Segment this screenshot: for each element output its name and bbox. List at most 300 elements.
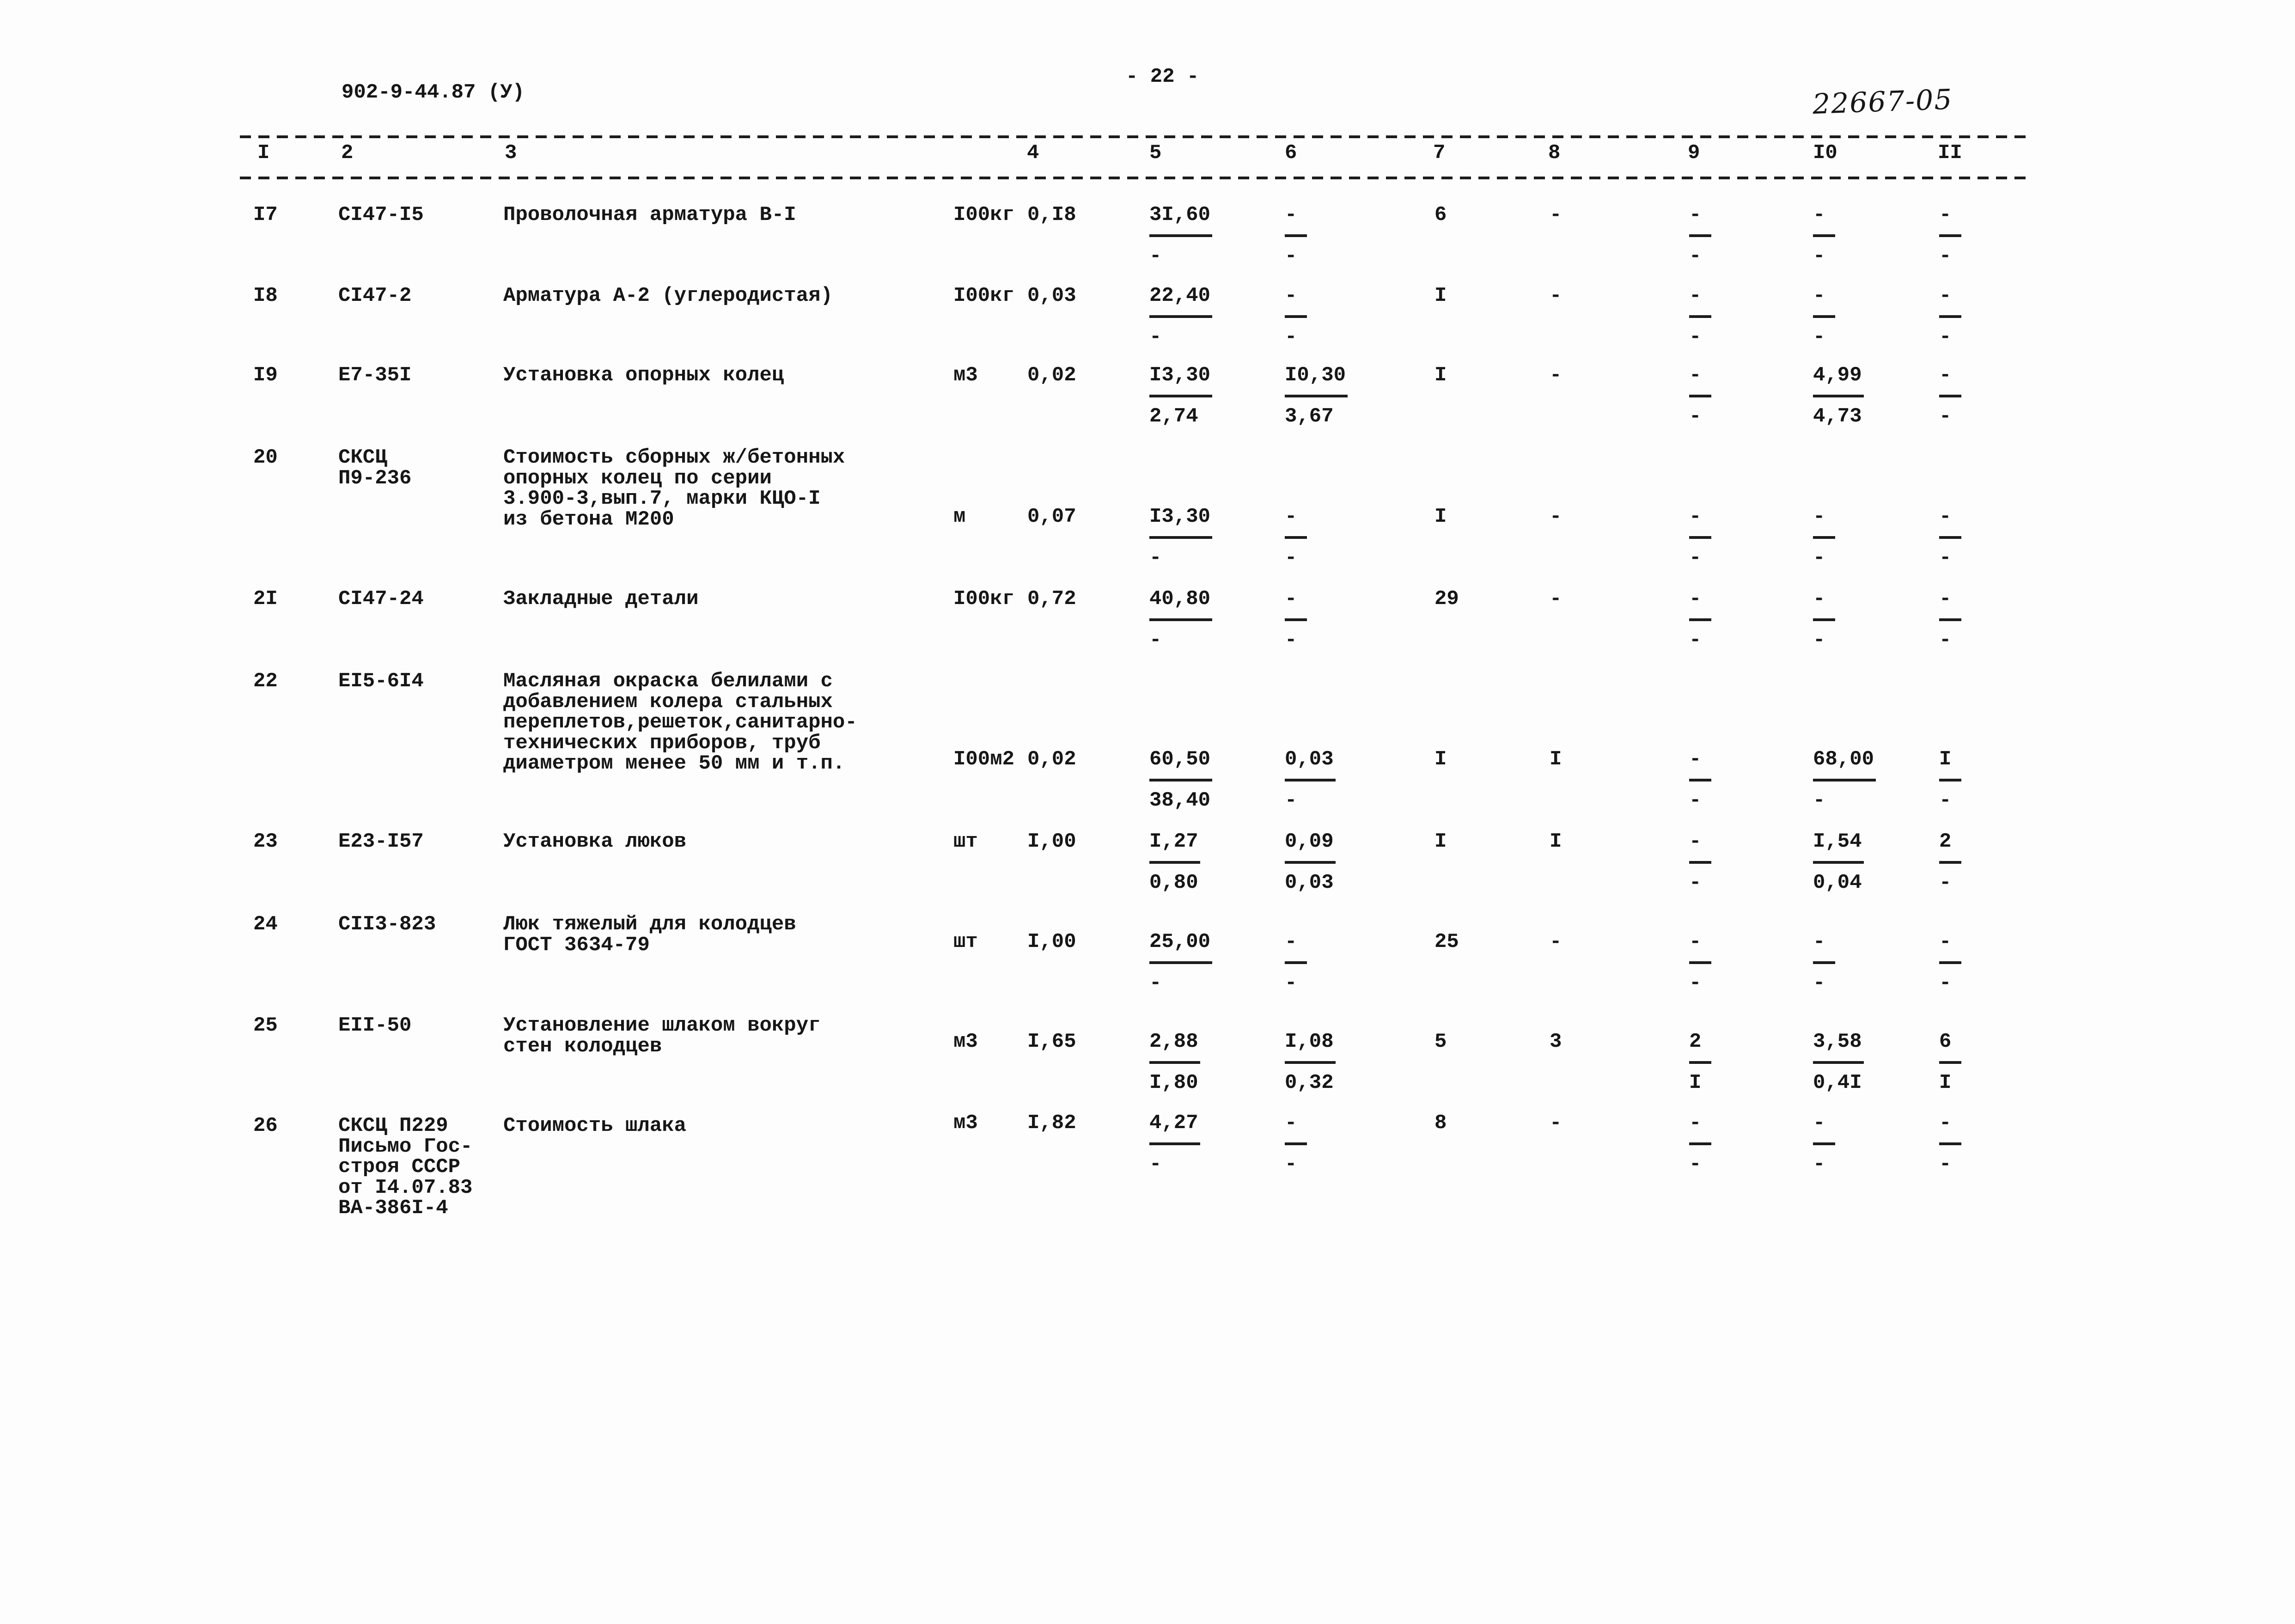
col-11-fraction: [1939, 1111, 1952, 1176]
unit-of-measure: м3: [953, 1111, 978, 1135]
fraction-bottom: -: [1689, 971, 1702, 995]
col-9-fraction: [1689, 587, 1702, 652]
fraction-rule: [1689, 961, 1711, 964]
fraction-top: -: [1689, 748, 1702, 771]
item-code-line: СI47-24: [338, 587, 424, 611]
item-code: [338, 205, 424, 226]
fraction-top: 2,88: [1149, 1030, 1198, 1053]
item-code: [338, 447, 411, 488]
table-row: [0, 589, 2295, 651]
item-description: [503, 447, 845, 530]
item-code-line: СII3-823: [338, 913, 436, 936]
fraction-top: -: [1689, 587, 1702, 611]
col-11-fraction: [1939, 284, 1952, 348]
column-header-8: 8: [1548, 141, 1561, 165]
unit-of-measure: м: [953, 505, 966, 528]
fraction-bottom: 0,80: [1149, 871, 1198, 894]
col-7-value: 29: [1434, 587, 1459, 611]
description-line: диаметром менее 50 мм и т.п.: [503, 752, 845, 775]
description-line: Стоимость шлака: [503, 1114, 687, 1137]
col-7-value: I: [1434, 364, 1447, 387]
fraction-top: I,27: [1149, 830, 1198, 853]
description-line: из бетона М200: [503, 507, 674, 531]
fraction-top: -: [1939, 284, 1952, 307]
item-code: [338, 589, 424, 610]
description-line: Проволочная арматура В-I: [503, 203, 796, 226]
col-7-value: 25: [1434, 930, 1459, 953]
row-number: 23: [253, 830, 278, 853]
fraction-bottom: -: [1689, 629, 1702, 652]
col-8-value: -: [1550, 203, 1562, 226]
unit-of-measure: шт: [953, 830, 978, 853]
fraction-top: 3I,60: [1149, 203, 1211, 226]
fraction-rule: [1939, 234, 1961, 237]
fraction-bottom: -: [1939, 405, 1952, 428]
col-9-fraction: [1689, 1030, 1702, 1094]
item-code-line: Е23-I57: [338, 830, 424, 853]
unit-of-measure: шт: [953, 930, 978, 953]
fraction-bottom: -: [1939, 871, 1952, 894]
fraction-rule: [1149, 234, 1212, 237]
fraction-bottom: -: [1939, 971, 1952, 995]
col-9-fraction: [1689, 830, 1702, 894]
fraction-rule: [1939, 536, 1961, 539]
item-code-line: Письмо Гос-: [338, 1135, 473, 1158]
fraction-top: -: [1689, 203, 1702, 226]
fraction-bottom: -: [1939, 1153, 1952, 1176]
item-code-line: ЕII-50: [338, 1014, 412, 1037]
col-9-fraction: [1689, 505, 1702, 569]
col-9-fraction: [1689, 930, 1702, 995]
fraction-top: I,54: [1813, 830, 1862, 853]
fraction-bottom: -: [1285, 244, 1297, 268]
description-line: Установка люков: [503, 830, 687, 853]
col-7-value: 8: [1434, 1111, 1447, 1135]
fraction-bottom: -: [1689, 244, 1702, 268]
fraction-rule: [1149, 618, 1212, 621]
fraction-top: -: [1285, 587, 1297, 611]
fraction-rule: [1285, 779, 1336, 781]
fraction-rule: [1939, 1061, 1961, 1064]
fraction-rule: [1689, 234, 1711, 237]
item-code-line: СКСЦ: [338, 446, 387, 469]
col-5-fraction: [1149, 748, 1211, 812]
fraction-bottom: -: [1689, 405, 1702, 428]
col-11-fraction: [1939, 505, 1952, 569]
item-code-line: от I4.07.83: [338, 1176, 473, 1199]
fraction-top: 0,09: [1285, 830, 1334, 853]
fraction-rule: [1149, 315, 1212, 318]
fraction-top: -: [1939, 364, 1952, 387]
fraction-bottom: -: [1149, 325, 1162, 348]
fraction-bottom: -: [1689, 1153, 1702, 1176]
col-5-fraction: [1149, 930, 1211, 995]
fraction-top: 25,00: [1149, 930, 1211, 953]
document-code: 902-9-44.87 (У): [342, 81, 525, 104]
fraction-bottom: -: [1813, 244, 1825, 268]
item-code: [338, 671, 424, 692]
fraction-top: 60,50: [1149, 748, 1211, 771]
fraction-bottom: I: [1689, 1071, 1702, 1094]
fraction-bottom: 0,4I: [1813, 1071, 1862, 1094]
item-code-line: СI47-2: [338, 284, 412, 307]
fraction-top: I0,30: [1285, 364, 1346, 387]
table-row: [0, 205, 2295, 267]
fraction-rule: [1813, 1142, 1835, 1145]
fraction-bottom: -: [1939, 546, 1952, 569]
table-row: [0, 914, 2295, 994]
column-header-3: 3: [505, 141, 517, 165]
item-code-line: Е7-35I: [338, 364, 412, 387]
fraction-bottom: -: [1285, 629, 1297, 652]
fraction-bottom: -: [1813, 971, 1825, 995]
row-number: 25: [253, 1014, 278, 1037]
item-code: [338, 1015, 411, 1036]
quantity: 0,02: [1027, 748, 1076, 771]
fraction-rule: [1813, 315, 1835, 318]
table-row: [0, 286, 2295, 348]
row-number: I7: [253, 203, 278, 226]
fraction-top: I3,30: [1149, 505, 1211, 528]
col-11-fraction: [1939, 364, 1952, 428]
fraction-top: -: [1285, 505, 1297, 528]
item-code: [338, 1116, 472, 1219]
fraction-top: -: [1689, 505, 1702, 528]
fraction-rule: [1813, 961, 1835, 964]
description-line: технических приборов, труб: [503, 731, 821, 755]
fraction-top: 68,00: [1813, 748, 1874, 771]
fraction-top: -: [1939, 930, 1952, 953]
description-line: Закладные детали: [503, 587, 699, 611]
fraction-bottom: -: [1939, 325, 1952, 348]
fraction-rule: [1149, 1142, 1200, 1145]
table-row: [0, 831, 2295, 893]
unit-of-measure: м3: [953, 364, 978, 387]
fraction-rule: [1689, 315, 1711, 318]
fraction-top: 2: [1939, 830, 1952, 853]
col-9-fraction: [1689, 364, 1702, 428]
item-description: [503, 1015, 821, 1056]
description-line: Установление шлаком вокруг: [503, 1014, 821, 1037]
column-header-5: 5: [1149, 141, 1162, 165]
fraction-top: I3,30: [1149, 364, 1211, 387]
fraction-top: -: [1285, 284, 1297, 307]
col-8-value: -: [1550, 587, 1562, 611]
fraction-top: -: [1689, 364, 1702, 387]
col-5-fraction: [1149, 830, 1198, 894]
fraction-top: -: [1285, 930, 1297, 953]
column-header-6: 6: [1285, 141, 1297, 165]
quantity: I,00: [1027, 830, 1076, 853]
item-description: [503, 589, 698, 610]
fraction-top: -: [1813, 1111, 1825, 1135]
fraction-bottom: -: [1813, 789, 1825, 812]
fraction-top: -: [1939, 203, 1952, 226]
fraction-top: -: [1689, 830, 1702, 853]
fraction-bottom: -: [1149, 244, 1162, 268]
fraction-rule: [1285, 234, 1307, 237]
fraction-rule: [1285, 315, 1307, 318]
fraction-rule: [1813, 395, 1864, 397]
table-row: [0, 447, 2295, 568]
col-8-value: -: [1550, 1111, 1562, 1135]
quantity: 0,02: [1027, 364, 1076, 387]
item-code: [338, 831, 424, 852]
fraction-rule: [1149, 779, 1212, 781]
quantity: I,65: [1027, 1030, 1076, 1053]
quantity: 0,I8: [1027, 203, 1076, 226]
item-code-line: строя СССР: [338, 1155, 461, 1178]
fraction-bottom: 3,67: [1285, 405, 1334, 428]
col-5-fraction: [1149, 505, 1211, 569]
fraction-rule: [1939, 779, 1961, 781]
col-7-value: I: [1434, 830, 1447, 853]
fraction-rule: [1285, 536, 1307, 539]
col-8-value: -: [1550, 284, 1562, 307]
description-line: Люк тяжелый для колодцев: [503, 913, 796, 936]
fraction-rule: [1285, 961, 1307, 964]
fraction-top: -: [1939, 587, 1952, 611]
fraction-rule: [1939, 618, 1961, 621]
col-8-value: -: [1550, 364, 1562, 387]
fraction-bottom: -: [1689, 546, 1702, 569]
column-header-4: 4: [1027, 141, 1039, 165]
fraction-bottom: -: [1285, 1153, 1297, 1176]
description-line: ГОСТ 3634-79: [503, 933, 650, 957]
column-header-2: 2: [341, 141, 354, 165]
fraction-top: -: [1939, 505, 1952, 528]
fraction-rule: [1939, 395, 1961, 397]
item-code-line: СI47-I5: [338, 203, 424, 226]
fraction-top: 3,58: [1813, 1030, 1862, 1053]
fraction-bottom: -: [1939, 244, 1952, 268]
fraction-top: -: [1939, 1111, 1952, 1135]
col-11-fraction: [1939, 1030, 1952, 1094]
item-description: [503, 671, 857, 774]
fraction-top: -: [1813, 505, 1825, 528]
column-header-9: 9: [1688, 141, 1700, 165]
description-line: добавлением колера стальных: [503, 690, 833, 714]
description-line: стен колодцев: [503, 1034, 662, 1058]
fraction-bottom: -: [1689, 789, 1702, 812]
col-8-value: I: [1550, 748, 1562, 771]
column-header-10: I0: [1813, 141, 1837, 165]
fraction-bottom: -: [1813, 629, 1825, 652]
fraction-bottom: -: [1149, 546, 1162, 569]
fraction-rule: [1939, 961, 1961, 964]
fraction-rule: [1285, 861, 1336, 864]
item-code: [338, 914, 436, 935]
fraction-top: 4,99: [1813, 364, 1862, 387]
quantity: 0,07: [1027, 505, 1076, 528]
column-header-11: II: [1938, 141, 1962, 165]
fraction-top: -: [1813, 284, 1825, 307]
col-11-fraction: [1939, 203, 1952, 268]
fraction-bottom: 0,32: [1285, 1071, 1334, 1094]
fraction-bottom: 2,74: [1149, 405, 1198, 428]
fraction-rule: [1813, 861, 1864, 864]
fraction-top: -: [1813, 587, 1825, 611]
fraction-rule: [1689, 395, 1711, 397]
row-number: 20: [253, 446, 278, 469]
fraction-top: -: [1689, 284, 1702, 307]
col-5-fraction: [1149, 1030, 1198, 1094]
fraction-rule: [1149, 961, 1212, 964]
fraction-top: 4,27: [1149, 1111, 1198, 1135]
fraction-rule: [1285, 1142, 1307, 1145]
col-9-fraction: [1689, 284, 1702, 348]
fraction-bottom: 0,03: [1285, 871, 1334, 894]
col-7-value: I: [1434, 284, 1447, 307]
fraction-rule: [1813, 1061, 1864, 1064]
fraction-rule: [1689, 861, 1711, 864]
row-number: 2I: [253, 587, 278, 611]
column-header-1: I: [257, 141, 270, 165]
fraction-top: 40,80: [1149, 587, 1211, 611]
col-11-fraction: [1939, 748, 1952, 812]
page-number: - 22 -: [1126, 65, 1199, 88]
fraction-rule: [1813, 536, 1835, 539]
fraction-rule: [1285, 1061, 1336, 1064]
col-7-value: I: [1434, 505, 1447, 528]
fraction-top: -: [1813, 930, 1825, 953]
fraction-rule: [1285, 618, 1307, 621]
item-code-line: ЕI5-6I4: [338, 670, 424, 693]
item-description: [503, 914, 796, 955]
item-description: [503, 205, 796, 226]
fraction-bottom: I: [1939, 1071, 1952, 1094]
fraction-bottom: -: [1149, 629, 1162, 652]
col-9-fraction: [1689, 203, 1702, 268]
col-7-value: I: [1434, 748, 1447, 771]
item-code-line: ВА-386I-4: [338, 1197, 448, 1220]
item-description: [503, 1116, 686, 1136]
fraction-rule: [1689, 1061, 1711, 1064]
description-line: Установка опорных колец: [503, 364, 784, 387]
fraction-rule: [1149, 861, 1200, 864]
fraction-rule: [1813, 779, 1876, 781]
fraction-bottom: -: [1939, 629, 1952, 652]
item-description: [503, 831, 686, 852]
col-9-fraction: [1689, 748, 1702, 812]
dashed-rule-top: [240, 135, 2027, 138]
col-11-fraction: [1939, 930, 1952, 995]
fraction-bottom: -: [1813, 1153, 1825, 1176]
col-5-fraction: [1149, 203, 1211, 268]
item-code: [338, 365, 411, 386]
col-5-fraction: [1149, 284, 1211, 348]
quantity: 0,03: [1027, 284, 1076, 307]
fraction-rule: [1939, 1142, 1961, 1145]
col-8-value: 3: [1550, 1030, 1562, 1053]
item-code: [338, 286, 411, 306]
item-code-line: П9-236: [338, 466, 412, 490]
fraction-rule: [1689, 1142, 1711, 1145]
fraction-top: -: [1813, 203, 1825, 226]
description-line: Масляная окраска белилами с: [503, 670, 833, 693]
table-row: [0, 671, 2295, 811]
table-row: [0, 365, 2295, 427]
fraction-top: 2: [1689, 1030, 1702, 1053]
row-number: 24: [253, 913, 278, 936]
fraction-bottom: -: [1285, 971, 1297, 995]
row-number: 22: [253, 670, 278, 693]
fraction-top: -: [1689, 1111, 1702, 1135]
fraction-top: I,08: [1285, 1030, 1334, 1053]
column-header-7: 7: [1433, 141, 1446, 165]
fraction-bottom: -: [1689, 871, 1702, 894]
fraction-top: 0,03: [1285, 748, 1334, 771]
handwritten-registration-number: 22667-05: [1812, 83, 1953, 121]
unit-of-measure: I00кг: [953, 203, 1015, 226]
col-7-value: 6: [1434, 203, 1447, 226]
description-line: Стоимость сборных ж/бетонных: [503, 446, 845, 469]
fraction-bottom: 0,04: [1813, 871, 1862, 894]
fraction-bottom: -: [1149, 1153, 1162, 1176]
dashed-rule-under-header: [240, 177, 2027, 179]
table-row: [0, 1015, 2295, 1093]
unit-of-measure: м3: [953, 1030, 978, 1053]
col-8-value: -: [1550, 505, 1562, 528]
fraction-rule: [1939, 315, 1961, 318]
col-5-fraction: [1149, 364, 1211, 428]
fraction-top: I: [1939, 748, 1952, 771]
fraction-bottom: 38,40: [1149, 789, 1211, 812]
description-line: 3.900-3,вып.7, марки КЦО-I: [503, 487, 821, 510]
col-11-fraction: [1939, 830, 1952, 894]
description-line: опорных колец по серии: [503, 466, 772, 490]
col-9-fraction: [1689, 1111, 1702, 1176]
row-number: I8: [253, 284, 278, 307]
fraction-rule: [1149, 536, 1212, 539]
fraction-rule: [1149, 1061, 1200, 1064]
col-5-fraction: [1149, 1111, 1198, 1176]
col-11-fraction: [1939, 587, 1952, 652]
fraction-bottom: -: [1149, 971, 1162, 995]
unit-of-measure: I00м2: [953, 748, 1015, 771]
col-5-fraction: [1149, 587, 1211, 652]
description-line: Арматура А-2 (углеродистая): [503, 284, 833, 307]
col-8-value: I: [1550, 830, 1562, 853]
fraction-rule: [1689, 618, 1711, 621]
fraction-bottom: -: [1285, 789, 1297, 812]
fraction-bottom: I,80: [1149, 1071, 1198, 1094]
fraction-bottom: -: [1689, 325, 1702, 348]
item-description: [503, 365, 784, 386]
col-7-value: 5: [1434, 1030, 1447, 1053]
table-row: [0, 1113, 2295, 1219]
fraction-bottom: -: [1813, 546, 1825, 569]
unit-of-measure: I00кг: [953, 284, 1015, 307]
fraction-rule: [1285, 395, 1348, 397]
fraction-top: -: [1285, 1111, 1297, 1135]
item-code-line: СКСЦ П229: [338, 1114, 448, 1137]
fraction-rule: [1939, 861, 1961, 864]
fraction-bottom: -: [1939, 789, 1952, 812]
fraction-bottom: -: [1285, 325, 1297, 348]
fraction-bottom: 4,73: [1813, 405, 1862, 428]
fraction-bottom: -: [1813, 325, 1825, 348]
fraction-rule: [1689, 779, 1711, 781]
fraction-top: -: [1285, 203, 1297, 226]
fraction-top: 22,40: [1149, 284, 1211, 307]
item-description: [503, 286, 833, 306]
row-number: I9: [253, 364, 278, 387]
description-line: переплетов,решеток,санитарно-: [503, 711, 857, 734]
fraction-top: -: [1689, 930, 1702, 953]
fraction-top: 6: [1939, 1030, 1952, 1053]
quantity: 0,72: [1027, 587, 1076, 611]
